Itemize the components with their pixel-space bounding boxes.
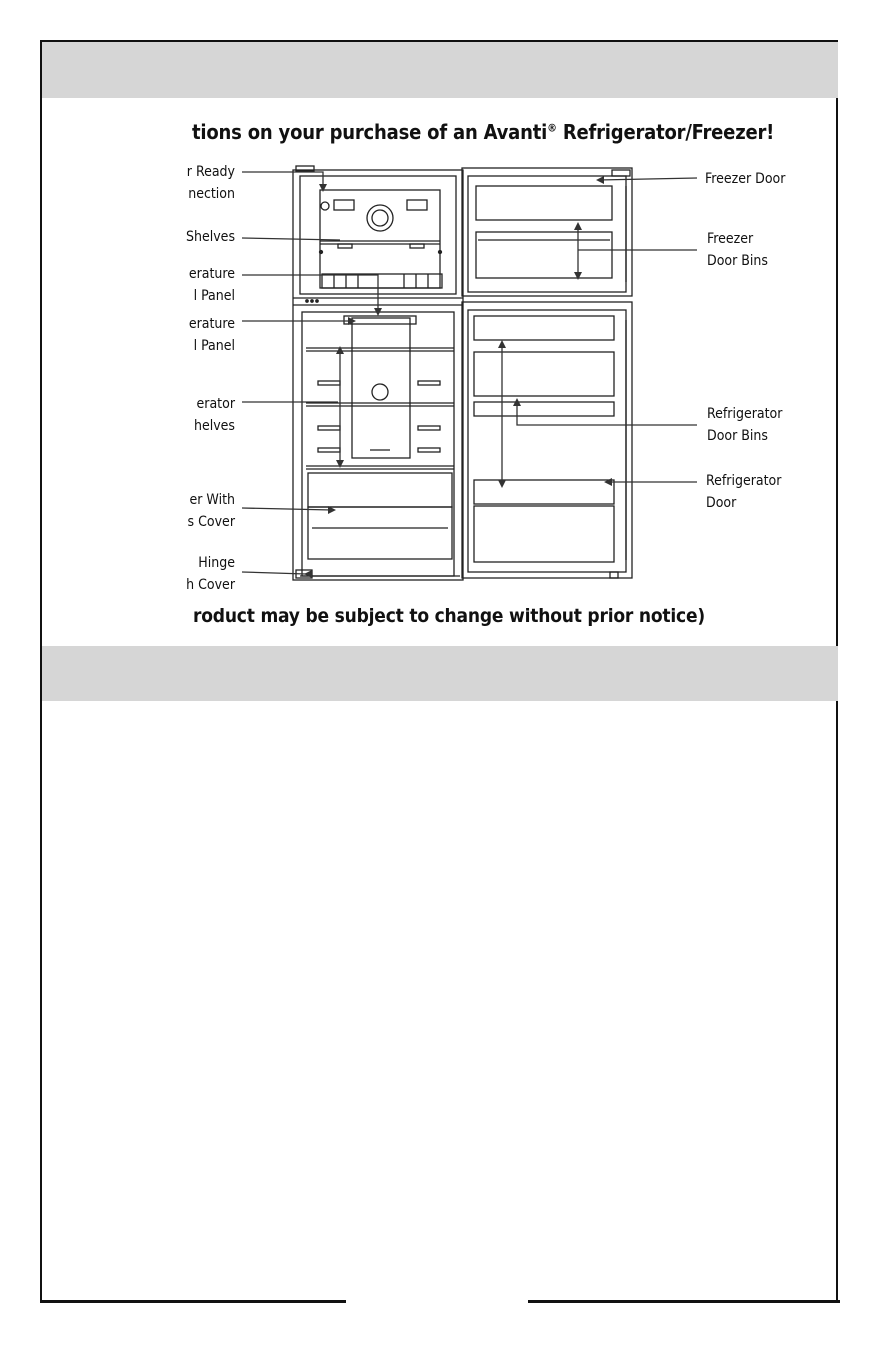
- arrowheads: [304, 176, 612, 578]
- leader-lines: [242, 172, 697, 574]
- label-freezer-shelves: Shelves: [186, 229, 235, 245]
- label-refrigerator-door: Refrigerator Door: [706, 473, 782, 511]
- label-hinge-cover: Hinge h Cover: [186, 555, 235, 593]
- door-panels: [462, 168, 632, 578]
- control-strip: [306, 300, 318, 302]
- fridge-interior: [306, 316, 454, 559]
- change-notice: roduct may be subject to change without prior notice): [193, 605, 705, 627]
- label-refrigerator-door-bins: Refrigerator Door Bins: [707, 406, 783, 444]
- label-refrigerator-shelves: erator helves: [193, 396, 235, 434]
- intro-heading: tions on your purchase of an Avanti® Refrigerator/Freezer!: [192, 120, 775, 144]
- cabinet-outline: [293, 166, 463, 580]
- freezer-interior: [320, 190, 443, 288]
- label-freezer-door: Freezer Door: [705, 171, 786, 187]
- label-fridge-temperature-panel: erature l Panel: [188, 316, 235, 354]
- label-freezer-temperature-panel: erature l Panel: [188, 266, 235, 304]
- label-freezer-door-bins: Freezer Door Bins: [707, 231, 768, 269]
- label-crisper-with-glass-cover: er With s Cover: [187, 492, 235, 530]
- label-water-ready-connection: r Ready nection: [186, 164, 235, 202]
